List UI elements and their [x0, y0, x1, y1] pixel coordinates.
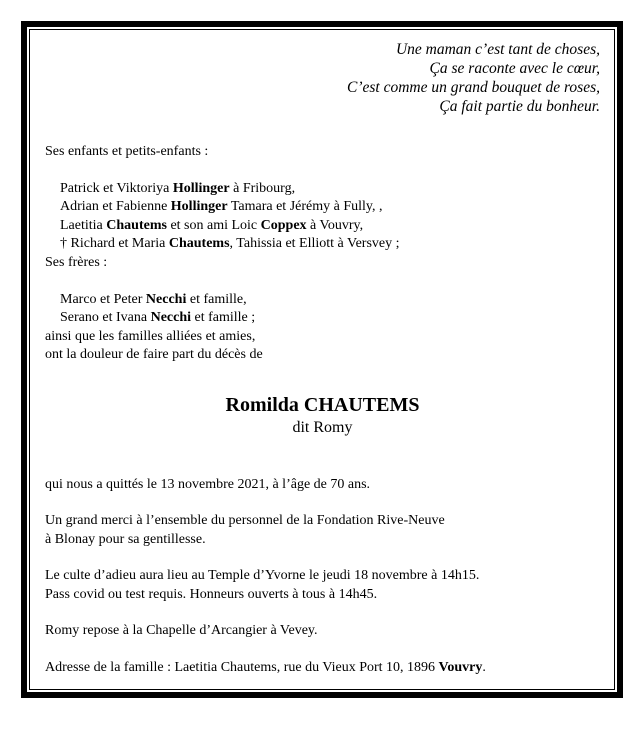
bold-name-text: Chautems: [168, 236, 230, 251]
plain-text: et son ami Loic: [166, 217, 261, 233]
bold-name-text: Hollinger: [170, 199, 228, 214]
deceased-alias: dit Romy: [292, 418, 353, 436]
plain-text: † Richard et Maria: [60, 236, 169, 251]
death-date-line: qui nous a quittés le 13 novembre 2021, à l’âge de 70 ans.: [45, 476, 371, 492]
brothers-intro: Ses frères :: [45, 254, 108, 270]
text-line: [45, 198, 600, 217]
plain-text: et famille ;: [191, 310, 256, 325]
bold-name-text: Chautems: [106, 217, 167, 233]
bold-name-text: Necchi: [145, 291, 187, 307]
plain-text: Adresse de la famille : Laetitia Chautems, rue du Vieux Port 10, 1896: [45, 659, 439, 675]
plain-text: Patrick et Viktoriya: [60, 180, 173, 196]
plain-text: à Vouvry,: [306, 217, 364, 233]
plain-text: .: [482, 659, 486, 675]
plain-text: Serano et Ivana: [60, 310, 151, 325]
opening-poem: [45, 40, 600, 116]
text-line: Ça fait partie du bonheur.: [439, 98, 600, 115]
plain-text: Tamara et Jérémy à Fully, ,: [227, 199, 383, 214]
text-line: ainsi que les familles alliées et amies,: [45, 328, 256, 344]
text-line: Ça se raconte avec le cœur,: [429, 60, 600, 77]
children-list: [45, 180, 600, 254]
plain-text: Adrian et Fabienne: [60, 199, 171, 214]
ceremony-paragraph: [45, 567, 600, 604]
notice-content: [30, 30, 614, 677]
bold-name-text: Coppex: [260, 217, 307, 233]
plain-text: à Fribourg,: [229, 180, 296, 196]
bold-name-text: Vouvry: [438, 659, 483, 675]
bold-name-text: Necchi: [150, 310, 192, 325]
family-address-line: [45, 659, 600, 678]
double-border-frame: [21, 21, 623, 698]
text-line: Pass covid ou test requis. Honneurs ouverts à tous à 14h45.: [45, 586, 378, 602]
plain-text: et famille,: [186, 291, 247, 307]
inner-border: [29, 29, 615, 690]
plain-text: , Tahissia et Elliott à Versvey ;: [229, 236, 400, 251]
text-line: [45, 309, 600, 328]
text-line: à Blonay pour sa gentillesse.: [45, 531, 206, 547]
text-line: [45, 217, 600, 236]
text-line: Le culte d’adieu aura lieu au Temple d’Yvorne le jeudi 18 novembre à 14h15.: [45, 568, 480, 583]
text-line: Un grand merci à l’ensemble du personnel de la Fondation Rive-Neuve: [45, 513, 445, 528]
text-line: [45, 180, 600, 199]
plain-text: Marco et Peter: [60, 291, 146, 307]
text-line: C’est comme un grand bouquet de roses,: [347, 79, 600, 96]
children-intro: Ses enfants et petits-enfants :: [45, 144, 209, 159]
deceased-name: Romilda CHAUTEMS: [225, 393, 420, 416]
text-line: Une maman c’est tant de choses,: [395, 41, 600, 58]
brothers-list: [45, 291, 600, 328]
repose-line: Romy repose à la Chapelle d’Arcangier à Vevey.: [45, 623, 318, 638]
plain-text: Laetitia: [60, 217, 107, 233]
deceased-name-block: [45, 393, 600, 438]
bold-name-text: Hollinger: [172, 180, 230, 196]
text-line: [45, 235, 600, 254]
text-line: [45, 291, 600, 310]
thanks-paragraph: [45, 512, 600, 549]
closing-lines: [45, 328, 600, 365]
text-line: ont la douleur de faire part du décès de: [45, 347, 263, 362]
